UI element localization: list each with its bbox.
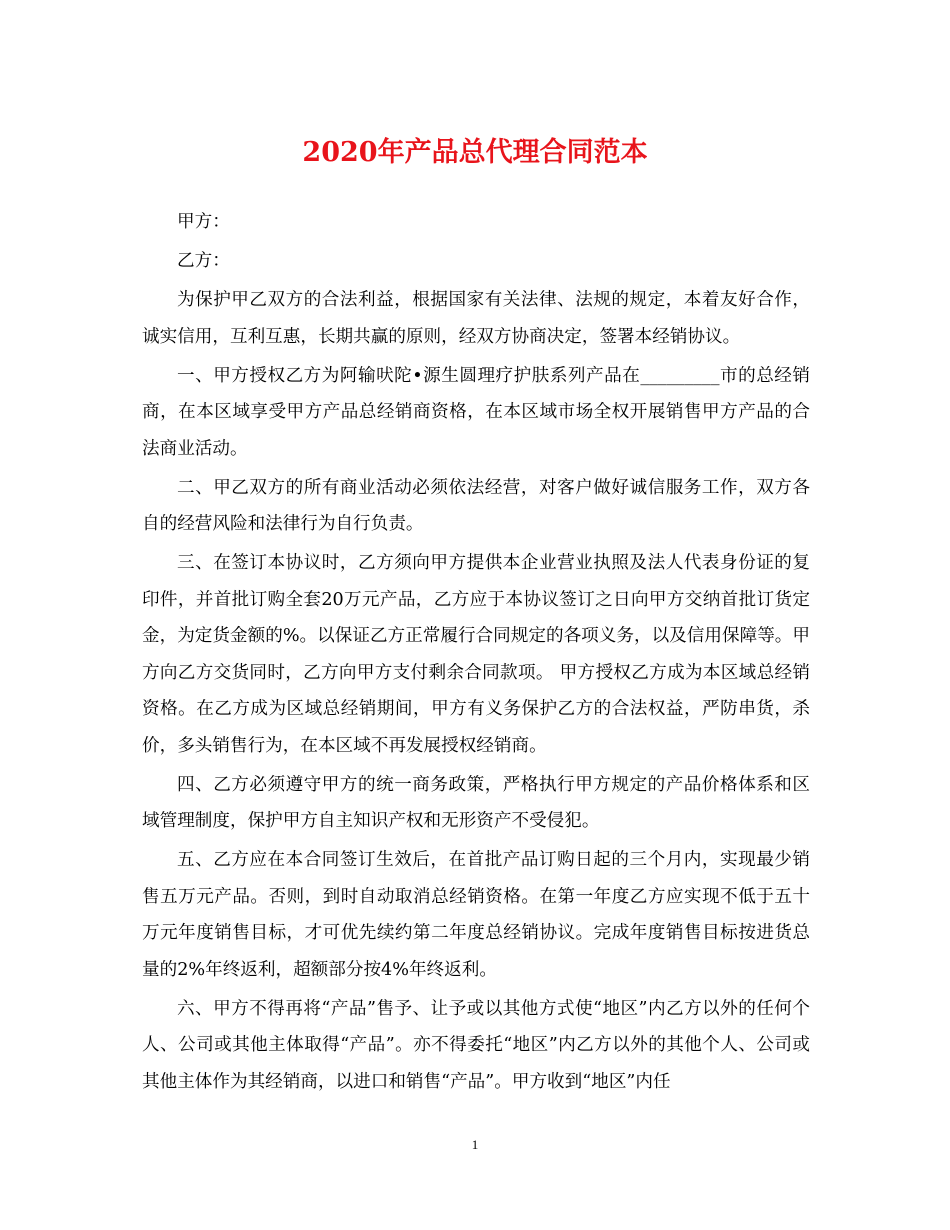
clause-5-paragraph: 五、乙方应在本合同签订生效后，在首批产品订购日起的三个月内，实现最少销售五万元产品。否则，到时自动取消总经销资格。在第一年度乙方应实现不低于五十万元年度销售目标，才可优先续约第二年度总经销协议。完成年度销售目标按进货总量的2%年终返利，超额部分按4%年终返利。 — [142, 850, 810, 980]
document-body — [142, 204, 810, 1103]
clause-2-paragraph: 二、甲乙双方的所有商业活动必须依法经营，对客户做好诚信服务工作，双方各自的经营风险和法律行为自行负责。 — [142, 477, 810, 534]
clause-4-paragraph: 四、乙方必须遵守甲方的统一商务政策，严格执行甲方规定的产品价格体系和区域管理制度，保护甲方自主知识产权和无形资产不受侵犯。 — [142, 774, 810, 831]
clause-1-paragraph: 一、甲方授权乙方为阿输吠陀•源生圆理疗护肤系列产品在_________市的总经销商，在本区域享受甲方产品总经销商资格，在本区域市场全权开展销售甲方产品的合法商业活动。 — [142, 365, 810, 459]
page-number: 1 — [471, 1137, 479, 1152]
preamble-paragraph: 为保护甲乙双方的合法利益，根据国家有关法律、法规的规定，本着友好合作，诚实信用，互利互惠，长期共赢的原则，经双方协商决定，签署本经销协议。 — [142, 290, 810, 347]
document-title: 2020年产品总代理合同范本 — [302, 137, 648, 168]
party-a-line: 甲方： — [177, 212, 230, 232]
party-b-line: 乙方： — [177, 251, 230, 271]
clause-6-paragraph: 六、甲方不得再将“产品”售予、让予或以其他方式使“地区”内乙方以外的任何个人、公司或其他主体取得“产品”。亦不得委托“地区”内乙方以外的其他个人、公司或其他主体作为其经销商，以进口和销售“产品”。甲方收到“地区”内任 — [142, 998, 810, 1092]
clause-3-paragraph: 三、在签订本协议时，乙方须向甲方提供本企业营业执照及法人代表身份证的复印件，并首批订购全套20万元产品，乙方应于本协议签订之日向甲方交纳首批订货定金，为定货金额的%。以保证乙方正常履行合同规定的各项义务，以及信用保障等。甲方向乙方交货同时，乙方向甲方支付剩余合同款项。 甲方授权乙方成为本区域总经销资格。在乙方成为区域总经销期间，甲方有义务保护乙方的合法权益，严防串货，杀价，多头销售行为，在本区域不再发展授权经销商。 — [142, 553, 810, 756]
